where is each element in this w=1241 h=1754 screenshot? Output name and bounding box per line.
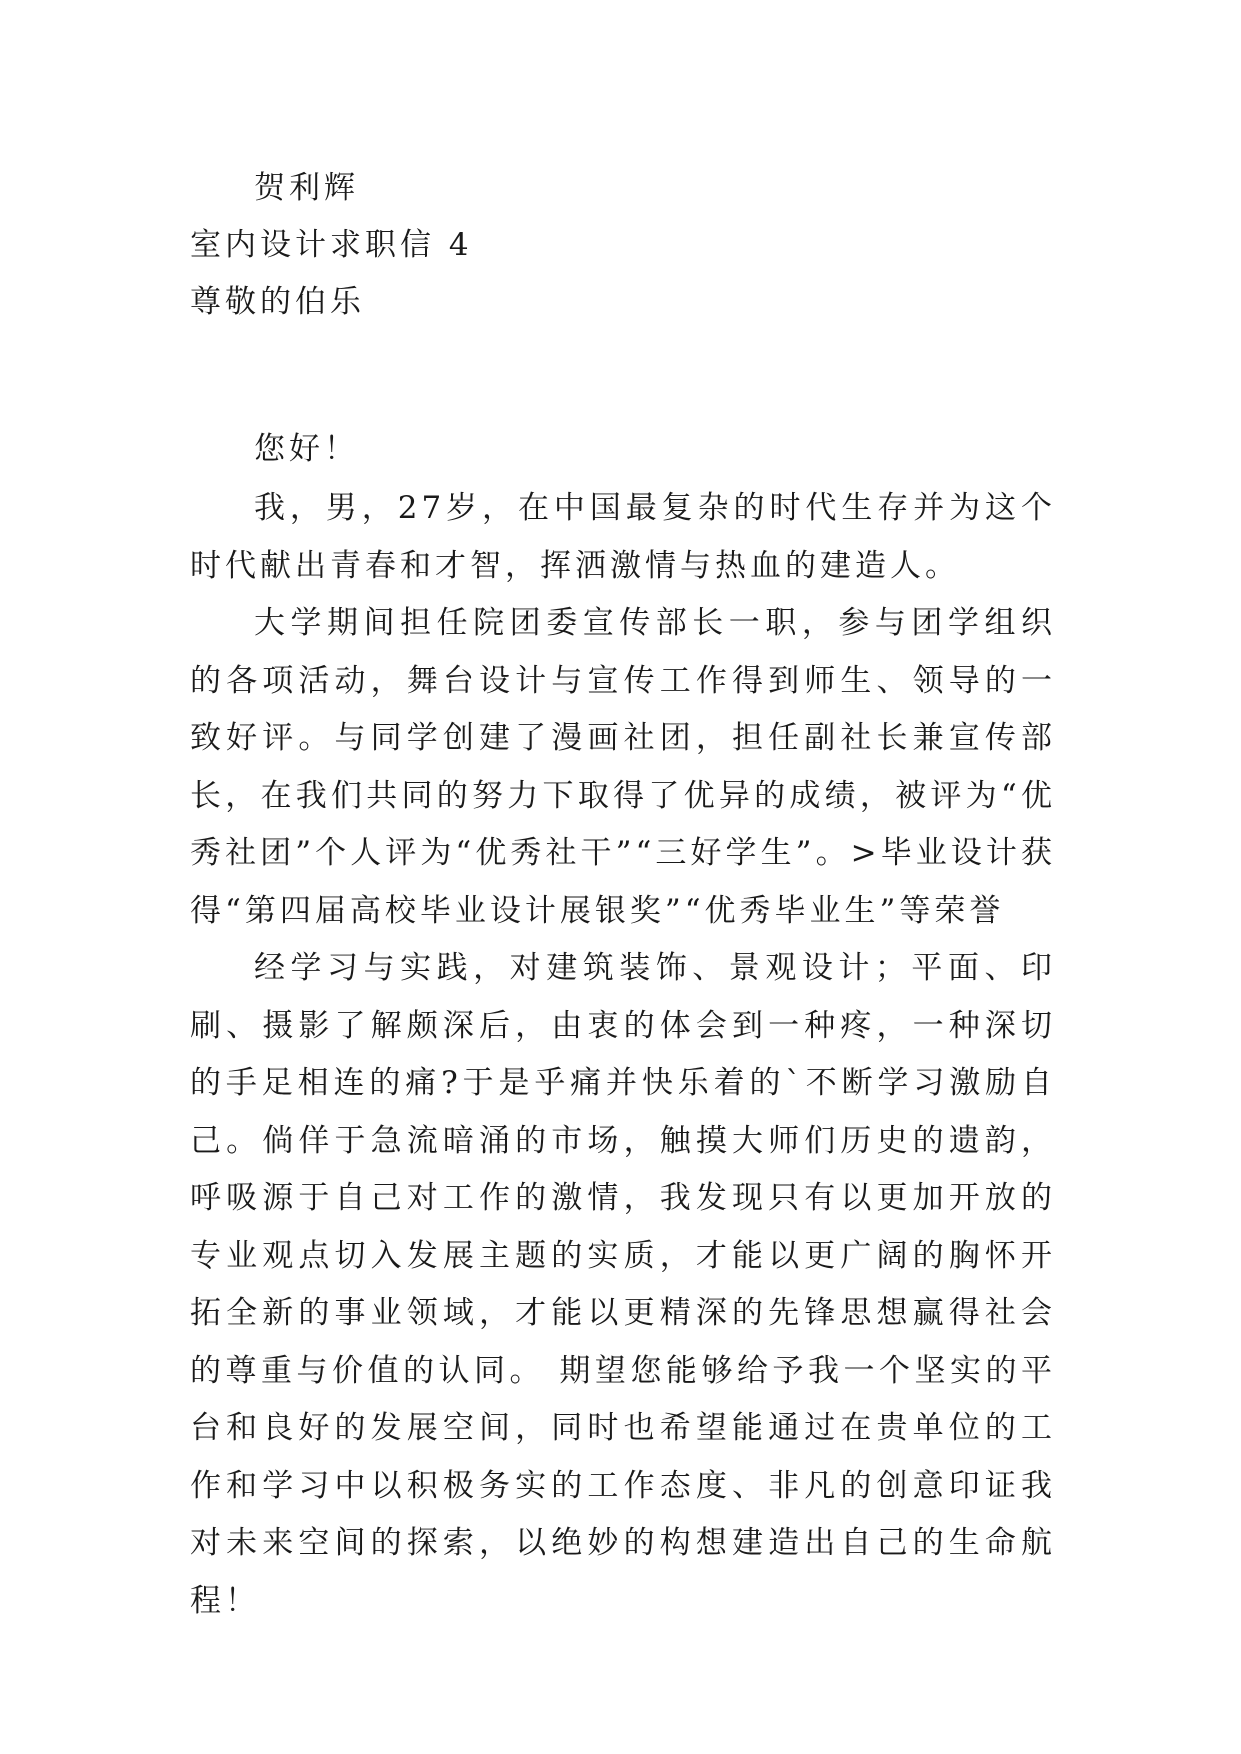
paragraph-university: 大学期间担任院团委宣传部长一职，参与团学组织的各项活动，舞台设计与宣传工作得到师生、领导的一致好评。与同学创建了漫画社团，担任副社长兼宣传部长，在我们共同的努力下取得了优异的成绩，被评为“优秀社团”个人评为“优秀社干”“三好学生”。>毕业设计获得“第四届高校毕业设计展银奖”“优秀毕业生”等荣誉 bbox=[190, 605, 1056, 929]
letter-body bbox=[190, 160, 1060, 1630]
paragraph-intro: 我，男，27岁，在中国最复杂的时代生存并为这个时代献出青春和才智，挥洒激情与热血的建造人。 bbox=[190, 490, 1056, 584]
letter-heading: 室内设计求职信 4 bbox=[190, 227, 473, 263]
signature: 贺利辉 bbox=[254, 170, 359, 206]
paragraph-experience: 经学习与实践，对建筑装饰、景观设计；平面、印刷、摄影了解颇深后，由衷的体会到一种疼，一种深切的手足相连的痛?于是乎痛并快乐着的`不断学习激励自己。倘佯于急流暗涌的市场，触摸大师们历史的遗韵，呼吸源于自己对工作的激情，我发现只有以更加开放的专业观点切入发展主题的实质，才能以更广阔的胸怀开拓全新的事业领域，才能以更精深的先锋思想赢得社会的尊重与价值的认同。 期望您能够给予我一个坚实的平台和良好的发展空间，同时也希望能通过在贵单位的工作和学习中以积极务实的工作态度、非凡的创意印证我对未来空间的探索，以绝妙的构想建造出自己的生命航程！ bbox=[190, 950, 1056, 1619]
salutation: 尊敬的伯乐 bbox=[190, 284, 365, 320]
paragraphs bbox=[190, 480, 1060, 1630]
greeting: 您好！ bbox=[254, 431, 359, 467]
spacer bbox=[190, 331, 1060, 421]
